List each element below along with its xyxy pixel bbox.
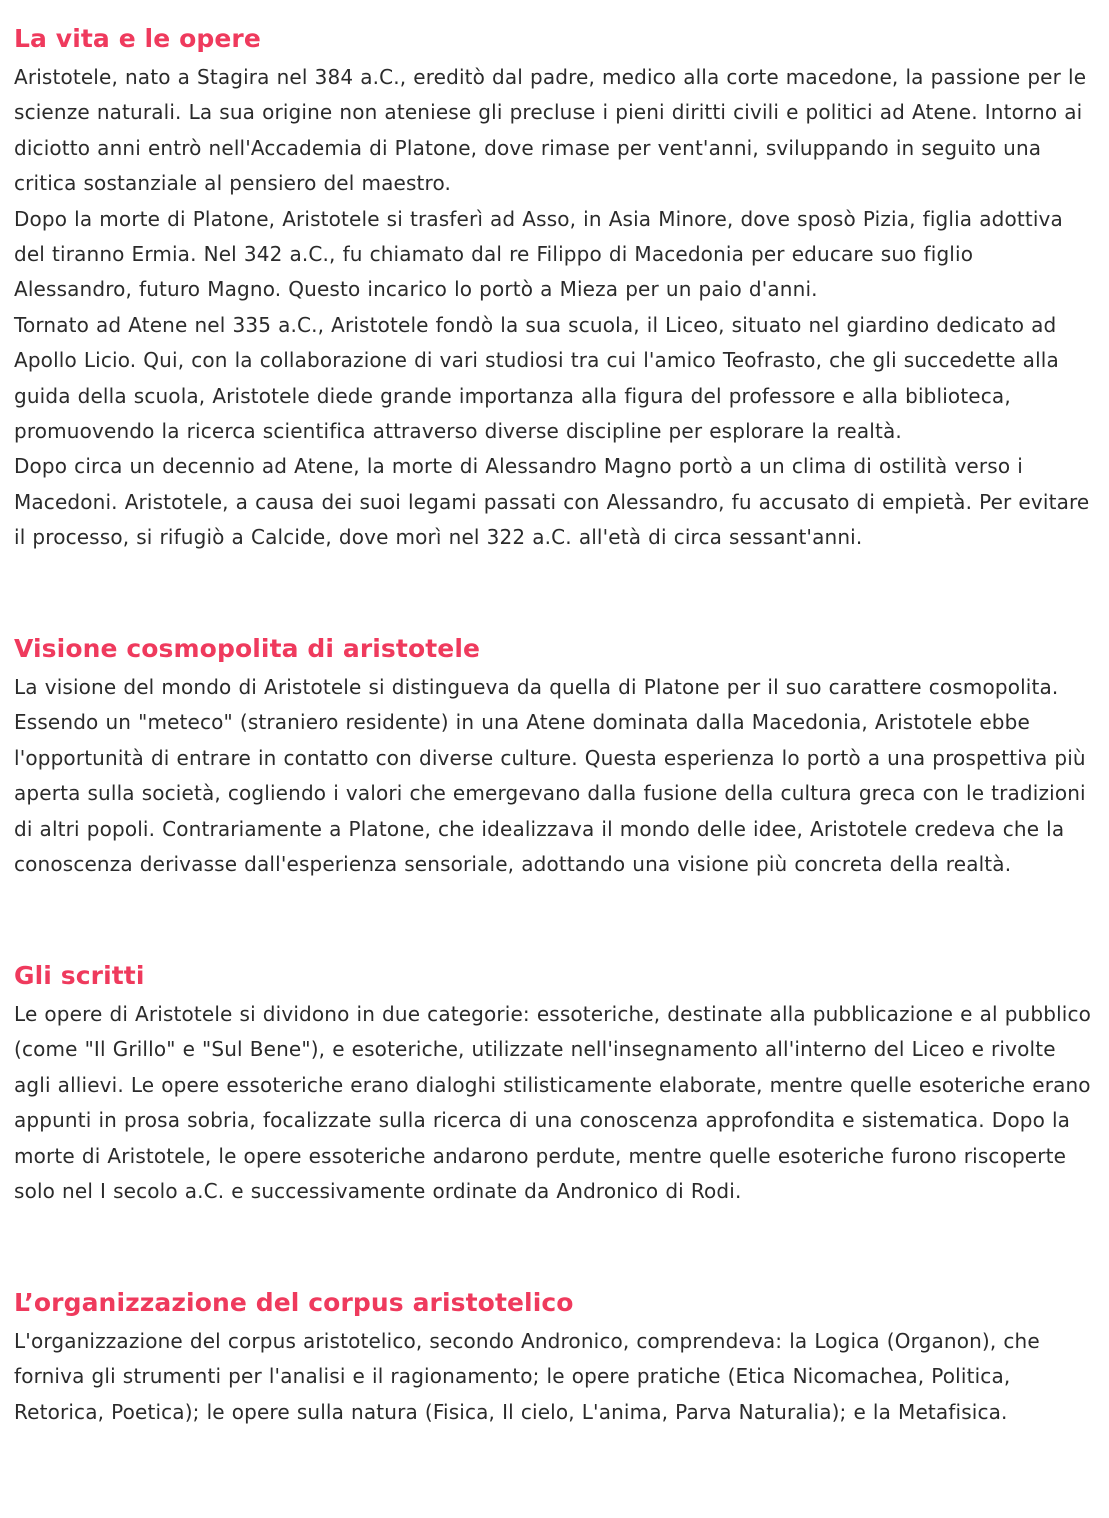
section-title-wrap (14, 634, 1094, 670)
section-title: Visione cosmopolita di aristotele (14, 634, 481, 663)
section-title-wrap (14, 24, 1094, 60)
paragraph: La visione del mondo di Aristotele si distingueva da quella di Platone per il suo carattere cosmopolita. Essendo un "meteco" (straniero residente) in una Atene dominata dalla Macedonia, Aristotele ebbe l'opportunità di entrare in contatto con diverse culture. Questa esperienza lo portò a una prospettiva più aperta sulla società, cogliendo i valori che emergevano dalla fusione della cultura greca con le tradizioni di altri popoli. Contrariamente a Platone, che idealizzava il mondo delle idee, Aristotele credeva che la conoscenza derivasse dall'esperienza sensoriale, adottando una visione più concreta della realtà. (14, 675, 1086, 877)
section-title-wrap (14, 961, 1094, 997)
paragraph: Tornato ad Atene nel 335 a.C., Aristotele fondò la sua scuola, il Liceo, situato nel giardino dedicato ad Apollo Licio. Qui, con la collaborazione di vari studiosi tra cui l'amico Teofrasto, che gli succedette alla guida della scuola, Aristotele diede grande importanza alla figura del professore e alla biblioteca, promuovendo la ricerca scientifica attraverso diverse discipline per esplorare la realtà. (14, 312, 1059, 444)
section-title: La vita e le opere (14, 24, 261, 53)
section-writings (14, 961, 1094, 1209)
section-title: Gli scritti (14, 961, 145, 990)
paragraph: Aristotele, nato a Stagira nel 384 a.C., ereditò dal padre, medico alla corte macedone, la passione per le scienze naturali. La sua origine non ateniese gli precluse i pieni diritti civili e politici ad Atene. Intorno ai diciotto anni entrò nell'Accademia di Platone, dove rimase per vent'anni, sviluppando in seguito una critica sostanziale al pensiero del maestro. (14, 65, 1087, 196)
section-life-and-works (14, 24, 1094, 556)
section-cosmopolitan-vision (14, 634, 1094, 882)
paragraph: Dopo la morte di Platone, Aristotele si trasferì ad Asso, in Asia Minore, dove sposò Pizia, figlia adottiva del tiranno Ermia. Nel 342 a.C., fu chiamato dal re Filippo di Macedonia per educare suo figlio Alessandro, futuro Magno. Questo incarico lo portò a Mieza per un paio d'anni. (14, 206, 1063, 302)
section-title: L’organizzazione del corpus aristotelico (14, 1288, 574, 1317)
paragraph: Dopo circa un decennio ad Atene, la morte di Alessandro Magno portò a un clima di ostilità verso i Macedoni. Aristotele, a causa dei suoi legami passati con Alessandro, fu accusato di empietà. Per evitare il processo, si rifugiò a Calcide, dove morì nel 322 a.C. all'età di circa sessant'anni. (14, 454, 1090, 550)
paragraph: L'organizzazione del corpus aristotelico, secondo Andronico, comprendeva: la Logica (Organon), che forniva gli strumenti per l'analisi e il ragionamento; le opere pratiche (Etica Nicomachea, Politica, Retorica, Poetica); le opere sulla natura (Fisica, Il cielo, L'anima, Parva Naturalia); e la Metafisica. (14, 1329, 1040, 1424)
section-title-wrap (14, 1288, 1094, 1324)
paragraph: Le opere di Aristotele si dividono in due categorie: essoteriche, destinate alla pubblicazione e al pubblico (come "Il Grillo" e "Sul Bene"), e esoteriche, utilizzate nell'insegnamento all'interno del Liceo e rivolte agli allievi. Le opere essoteriche erano dialoghi stilisticamente elaborate, mentre quelle esoteriche erano appunti in prosa sobria, focalizzate sulla ricerca di una conoscenza approfondita e sistematica. Dopo la morte di Aristotele, le opere essoteriche andarono perdute, mentre quelle esoteriche furono riscoperte solo nel I secolo a.C. e successivamente ordinate da Andronico di Rodi. (14, 1002, 1092, 1204)
section-corpus-organization (14, 1288, 1094, 1430)
